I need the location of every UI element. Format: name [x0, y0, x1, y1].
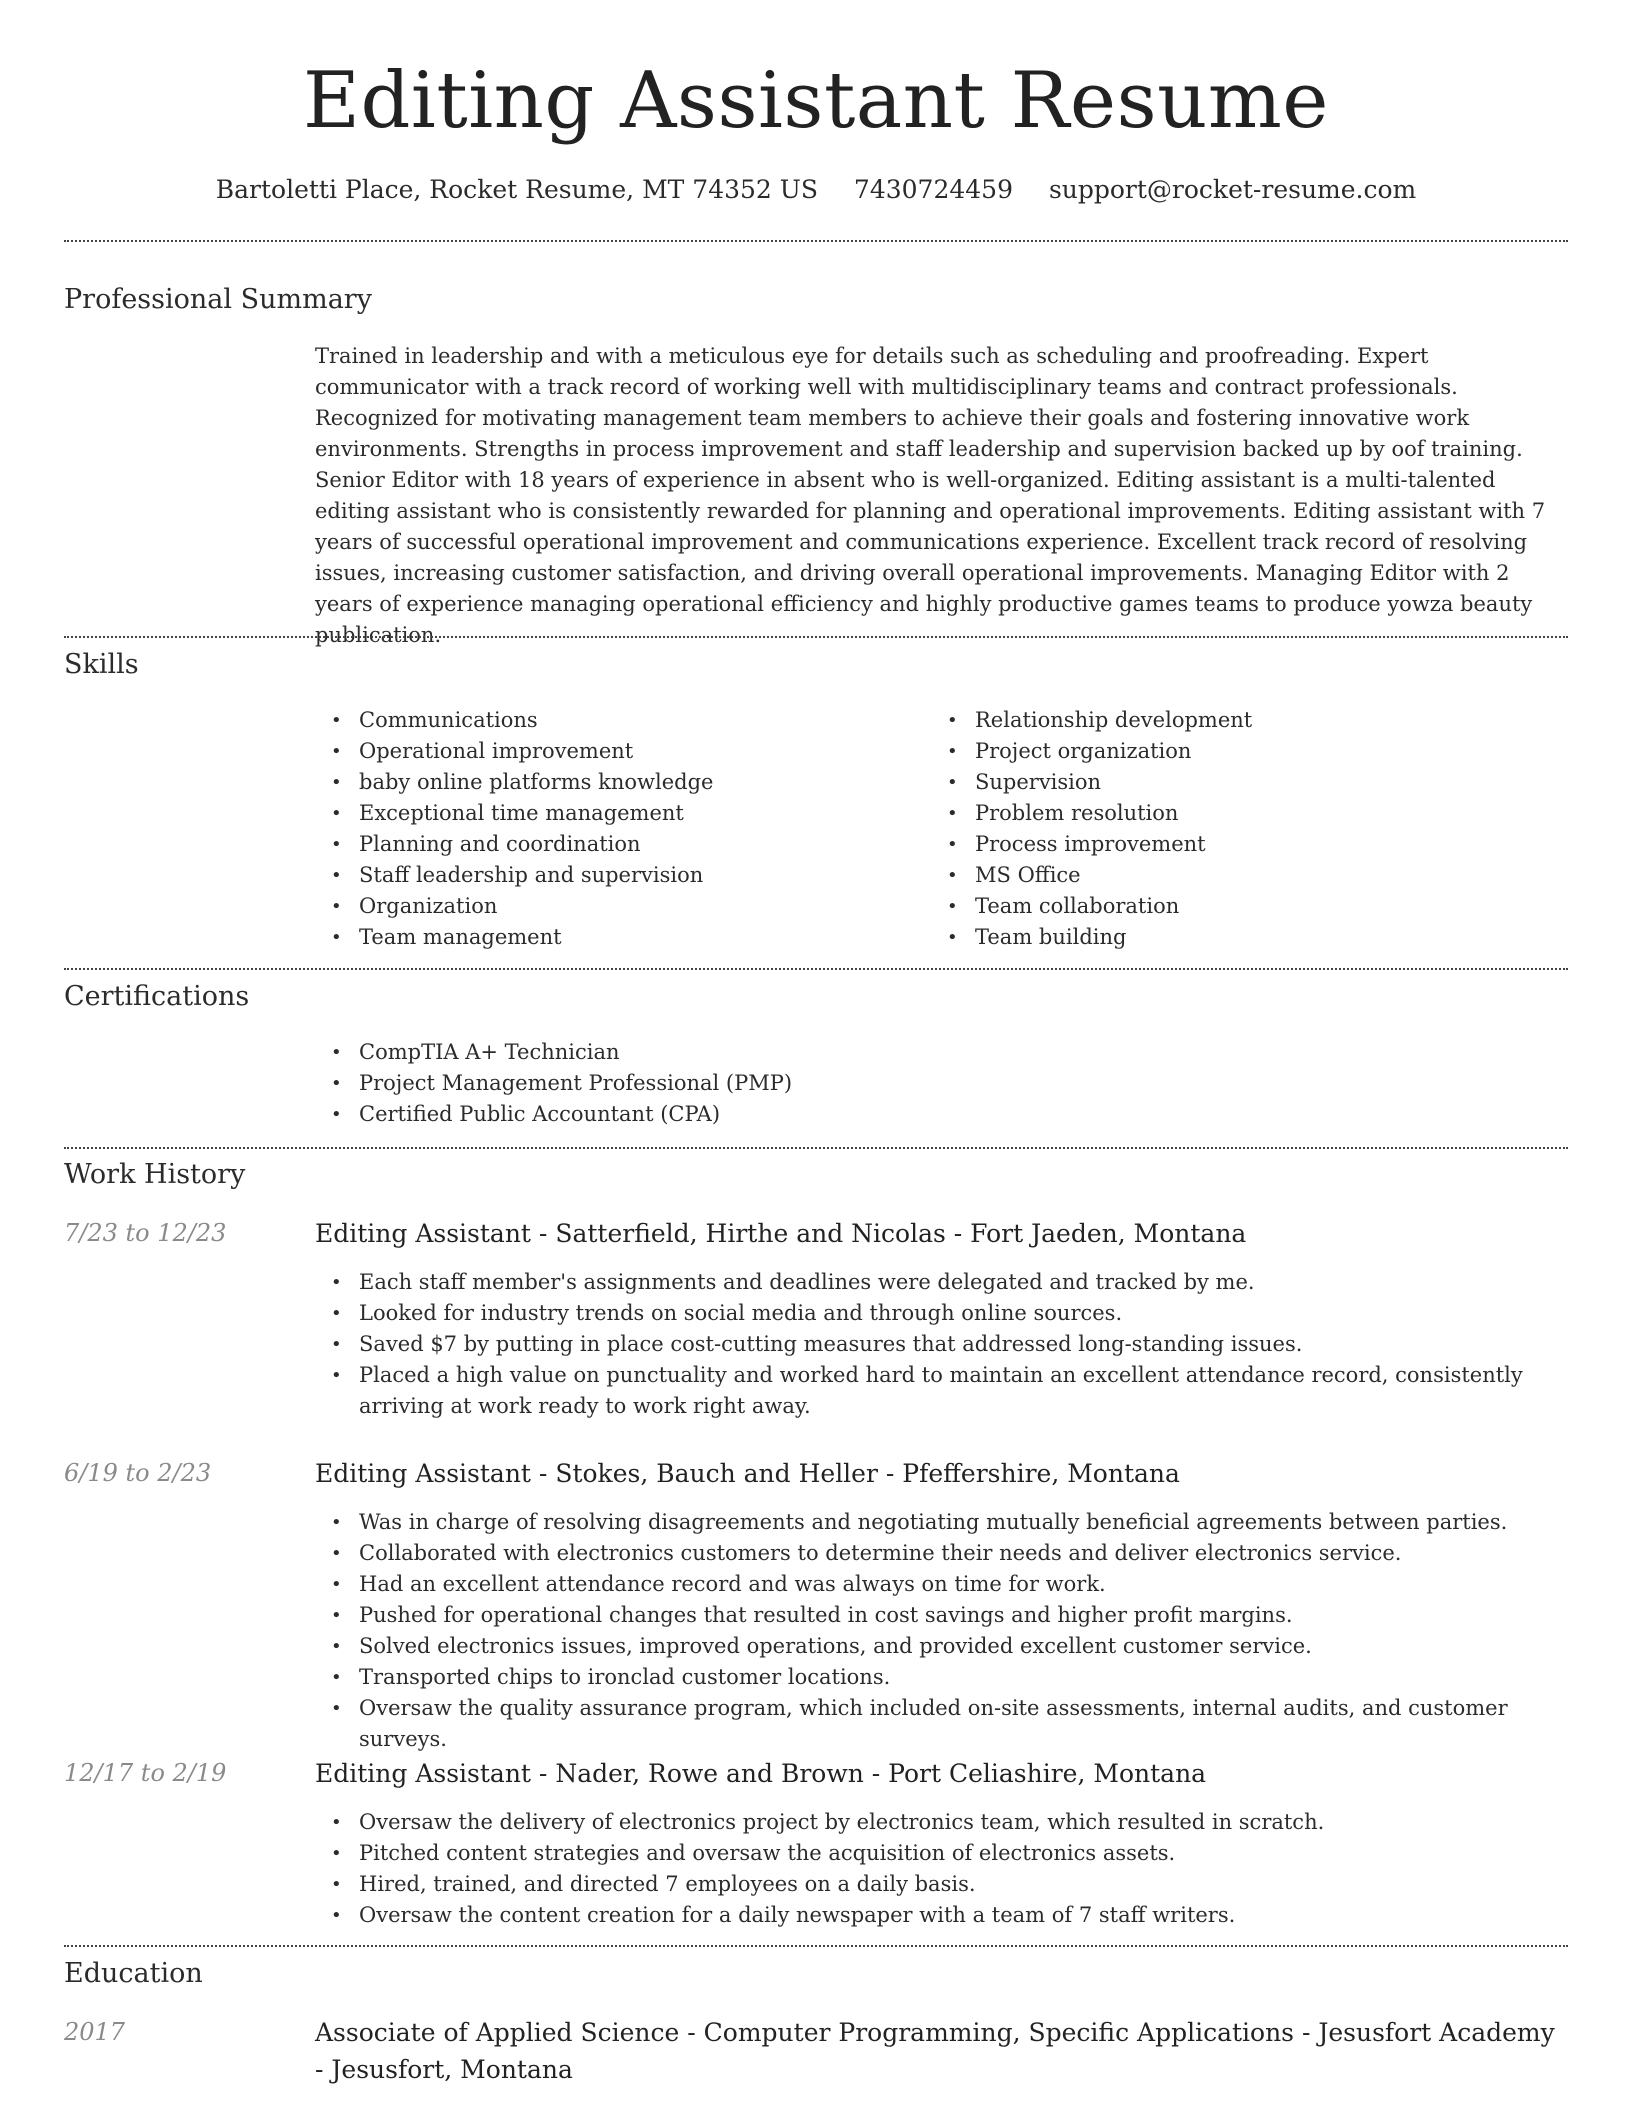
job-bullet: • Saved $7 by putting in place cost-cutting measures that addressed long-standing issues.: [315, 1329, 1568, 1360]
section-divider: [64, 636, 1568, 638]
skills-list-left: [315, 705, 895, 953]
skill-item: • Team collaboration: [931, 891, 1511, 922]
education-heading: Education: [64, 1958, 203, 1989]
section-divider: [64, 1147, 1568, 1149]
job-bullet: • Placed a high value on punctuality and worked hard to maintain an excellent attendance record, consistently arriving at work ready to work right away.: [315, 1360, 1568, 1422]
job-bullet: • Collaborated with electronics customers to determine their needs and deliver electronics service.: [315, 1538, 1568, 1569]
job-bullets: [315, 1507, 1568, 1755]
certification-item: • CompTIA A+ Technician: [315, 1037, 1568, 1068]
education-title: Associate of Applied Science - Computer Programming, Specific Applications - Jesusfort Academy - Jesusfort, Montana: [315, 2018, 1555, 2084]
skill-item: • Project organization: [931, 736, 1511, 767]
skill-item: • Team building: [931, 922, 1511, 953]
job-bullet: • Pitched content strategies and oversaw the acquisition of electronics assets.: [315, 1838, 1568, 1869]
certification-item: • Project Management Professional (PMP): [315, 1068, 1568, 1099]
job-bullet: • Oversaw the content creation for a daily newspaper with a team of 7 staff writers.: [315, 1900, 1568, 1931]
job-bullet: • Hired, trained, and directed 7 employees on a daily basis.: [315, 1869, 1568, 1900]
skill-item: • Organization: [315, 891, 895, 922]
skill-item: • Supervision: [931, 767, 1511, 798]
contact-phone: 7430724459: [853, 175, 1013, 204]
contact-line: [0, 170, 1632, 210]
summary-text: Trained in leadership and with a meticulous eye for details such as scheduling and proofreading. Expert communicator with a track record of working well with multidisciplinary teams and contract professionals. Recognized for motivating management team members to achieve their goals and fostering innovative work environments. Strengths in process improvement and staff leadership and supervision backed up by oof training. Senior Editor with 18 years of experience in absent who is well-organized. Editing assistant is a multi-talented editing assistant who is consistently rewarded for planning and operational improvements. Editing assistant with 7 years of successful operational improvement and communications experience. Excellent track record of resolving issues, increasing customer satisfaction, and driving overall operational improvements. Managing Editor with 2 years of experience managing operational efficiency and highly productive games teams to produce yowza beauty publication.: [315, 344, 1546, 647]
section-divider: [64, 968, 1568, 970]
job-bullet: • Each staff member's assignments and deadlines were delegated and tracked by me.: [315, 1267, 1568, 1298]
skill-item: • MS Office: [931, 860, 1511, 891]
job-bullet: • Looked for industry trends on social media and through online sources.: [315, 1298, 1568, 1329]
skills-list-right: [931, 705, 1511, 953]
job-bullet: • Oversaw the delivery of electronics project by electronics team, which resulted in scratch.: [315, 1807, 1568, 1838]
skill-item: • Staff leadership and supervision: [315, 860, 895, 891]
contact-address: Bartoletti Place, Rocket Resume, MT 74352 US: [215, 175, 818, 204]
job-bullet: • Oversaw the quality assurance program, which included on-site assessments, internal audits, and customer surveys.: [315, 1693, 1568, 1755]
skill-item: • Planning and coordination: [315, 829, 895, 860]
skill-item: • Team management: [315, 922, 895, 953]
job-dates: 7/23 to 12/23: [64, 1219, 227, 1247]
job-title: Editing Assistant - Stokes, Bauch and Heller - Pfeffershire, Montana: [315, 1459, 1180, 1488]
skills-heading: Skills: [64, 649, 139, 680]
contact-email: support@rocket-resume.com: [1048, 175, 1417, 204]
job-bullet: • Had an excellent attendance record and was always on time for work.: [315, 1569, 1568, 1600]
job-title: Editing Assistant - Satterfield, Hirthe and Nicolas - Fort Jaeden, Montana: [315, 1219, 1247, 1248]
job-bullet: • Was in charge of resolving disagreements and negotiating mutually beneficial agreements between parties.: [315, 1507, 1568, 1538]
skill-item: • Problem resolution: [931, 798, 1511, 829]
skill-item: • baby online platforms knowledge: [315, 767, 895, 798]
work-history-heading: Work History: [64, 1159, 246, 1190]
education-year: 2017: [64, 2018, 126, 2046]
job-bullet: • Solved electronics issues, improved operations, and provided excellent customer service.: [315, 1631, 1568, 1662]
job-bullets: [315, 1267, 1568, 1422]
summary-heading: Professional Summary: [64, 284, 372, 315]
job-title: Editing Assistant - Nader, Rowe and Brown - Port Celiashire, Montana: [315, 1759, 1207, 1788]
job-bullet: • Transported chips to ironclad customer locations.: [315, 1662, 1568, 1693]
job-bullets: [315, 1807, 1568, 1931]
certifications-heading: Certifications: [64, 981, 250, 1012]
skill-item: • Communications: [315, 705, 895, 736]
skill-item: • Operational improvement: [315, 736, 895, 767]
certification-item: • Certified Public Accountant (CPA): [315, 1099, 1568, 1130]
certifications-list: [315, 1037, 1568, 1130]
section-divider: [64, 240, 1568, 242]
skill-item: • Relationship development: [931, 705, 1511, 736]
job-bullet: • Pushed for operational changes that resulted in cost savings and higher profit margins.: [315, 1600, 1568, 1631]
skill-item: • Exceptional time management: [315, 798, 895, 829]
page-title: Editing Assistant Resume: [303, 56, 1329, 146]
section-divider: [64, 1945, 1568, 1947]
job-dates: 6/19 to 2/23: [64, 1459, 212, 1487]
job-dates: 12/17 to 2/19: [64, 1759, 227, 1787]
skill-item: • Process improvement: [931, 829, 1511, 860]
